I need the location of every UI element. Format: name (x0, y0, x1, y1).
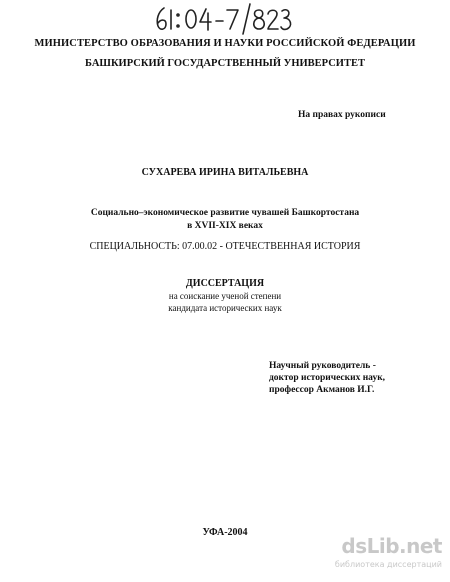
ministry-heading: МИНИСТЕРСТВО ОБРАЗОВАНИЯ И НАУКИ РОССИЙСКОЙ ФЕДЕРАЦИИ (34, 38, 416, 49)
supervisor-name: профессор Акманов И.Г. (269, 385, 375, 395)
manuscript-rights-label: На правах рукописи (298, 110, 386, 120)
work-type-heading: ДИССЕРТАЦИЯ (185, 278, 265, 289)
dslib-watermark (322, 534, 442, 578)
handwritten-archive-number (150, 2, 300, 36)
specialty-code: СПЕЦИАЛЬНОСТЬ: 07.00.02 - ОТЕЧЕСТВЕННАЯ ИСТОРИЯ (89, 241, 361, 252)
degree-line2: кандидата исторических наук (168, 303, 282, 313)
watermark-tagline: библиотека диссертаций (334, 560, 442, 569)
university-heading: БАШКИРСКИЙ ГОСУДАРСТВЕННЫЙ УНИВЕРСИТЕТ (85, 58, 365, 69)
supervisor-label: Научный руководитель - (269, 361, 376, 371)
degree-line1: на соискание ученой степени (168, 291, 282, 301)
supervisor-degree: доктор исторических наук, (269, 373, 386, 383)
dissertation-title-line2: в XVII-XIX веках (187, 221, 263, 231)
dissertation-title-line1: Социально–экономическое развитие чувашей Башкортостана (90, 208, 360, 218)
author-name: СУХАРЕВА ИРИНА ВИТАЛЬЕВНА (141, 167, 309, 178)
city-year: УФА-2004 (202, 527, 248, 538)
watermark-logo: dsLib.net (341, 534, 442, 558)
